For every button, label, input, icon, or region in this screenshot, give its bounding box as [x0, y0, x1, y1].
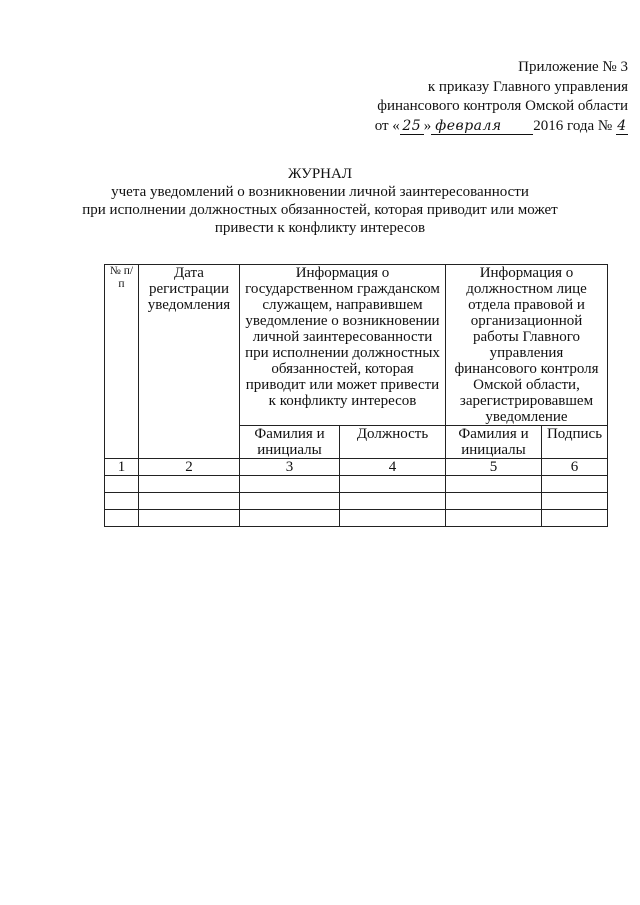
sub-employee-position: Должность: [340, 426, 446, 459]
empty-cell: [542, 510, 608, 527]
group-registrar-header: Информация о должностном лице отдела правовой и организационной работы Главного управления финансового контроля Омской области, зарегистрировавшем уведомление: [446, 265, 608, 426]
date-prefix: от «: [374, 117, 400, 134]
empty-cell: [542, 476, 608, 493]
table-row: [105, 493, 608, 510]
date-quote-close: »: [423, 117, 432, 134]
empty-cell: [542, 493, 608, 510]
column-number: 4: [340, 459, 446, 476]
empty-cell: [105, 476, 139, 493]
table-row: [105, 476, 608, 493]
journal-table: [104, 264, 608, 527]
header-row: [105, 265, 608, 426]
date-month-handwritten: февраля: [431, 119, 533, 135]
title-line-1: учета уведомлений о возникновении личной заинтересованности: [111, 184, 529, 200]
empty-cell: [240, 493, 340, 510]
empty-cell: [340, 510, 446, 527]
table-row: [105, 510, 608, 527]
date-day-handwritten: 25: [400, 119, 424, 135]
empty-cell: [139, 476, 240, 493]
column-number: 6: [542, 459, 608, 476]
empty-cell: [105, 493, 139, 510]
empty-cell: [139, 493, 240, 510]
empty-cell: [105, 510, 139, 527]
appendix-block: [375, 58, 628, 136]
column-number: 5: [446, 459, 542, 476]
sub-registrar-signature: Подпись: [542, 426, 608, 459]
empty-cell: [240, 510, 340, 527]
title-heading: ЖУРНАЛ: [287, 166, 353, 182]
title-line-3: привести к конфликту интересов: [214, 220, 426, 236]
empty-cell: [446, 493, 542, 510]
empty-cell: [240, 476, 340, 493]
empty-cell: [340, 493, 446, 510]
appendix-authority: финансового контроля Омской области: [377, 98, 628, 114]
empty-cell: [139, 510, 240, 527]
date-year-text: 2016 года №: [533, 117, 613, 134]
order-number-handwritten: 4: [617, 117, 627, 134]
column-number-row: [105, 459, 608, 476]
column-number: 3: [240, 459, 340, 476]
col-date-header: Дата регистрации уведомления: [139, 265, 240, 459]
appendix-number: Приложение № 3: [518, 59, 628, 75]
title-line-2: при исполнении должностных обязанностей, которая приводит или может: [82, 202, 558, 218]
group-employee-header: Информация о государственном гражданском служащем, направившем уведомление о возникновении личной заинтересованности при исполнении должностных обязанностей, которая приводит или может привести к конфликту интересов: [240, 265, 446, 426]
appendix-date-line: [375, 117, 628, 137]
column-number: 2: [139, 459, 240, 476]
empty-cell: [446, 510, 542, 527]
sub-registrar-name: Фамилия и инициалы: [446, 426, 542, 459]
appendix-order-ref: к приказу Главного управления: [427, 78, 628, 95]
empty-cell: [446, 476, 542, 493]
column-number: 1: [105, 459, 139, 476]
sub-employee-name: Фамилия и инициалы: [240, 426, 340, 459]
col-number-header: № п/п: [105, 265, 139, 459]
empty-cell: [340, 476, 446, 493]
document-title: [0, 165, 640, 237]
